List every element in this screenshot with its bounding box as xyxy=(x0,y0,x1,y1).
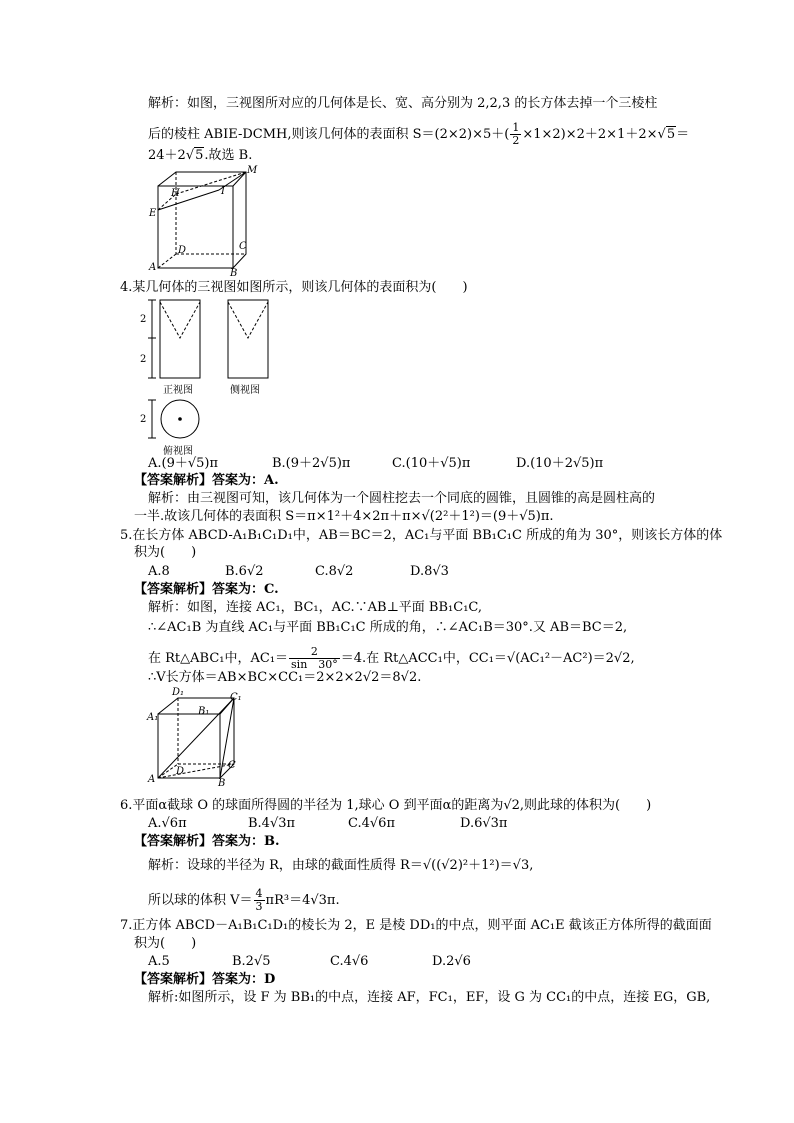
q5-fraction-num: 2 xyxy=(289,646,340,659)
q5-label-d1: D₁ xyxy=(172,687,185,698)
q3-fraction-den: 2 xyxy=(512,134,520,147)
q7-option-d: D.2√6 xyxy=(432,954,471,969)
q5-label-b: B xyxy=(218,778,226,789)
q6-stem: 6.平面α截球 O 的球面所得圆的半径为 1,球心 O 到平面α的距离为√2,则此球的体积为( ) xyxy=(120,798,652,813)
q3-line3-part-a: 24＋2 xyxy=(148,148,186,163)
q7-explanation-1: 解析:如图所示，设 F 为 BB₁的中点，连接 AF，FC₁，EF，设 G 为 CC₁的中点，连接 EG，GB, xyxy=(148,990,711,1005)
q6-exp2-part-a: 所以球的体积 V＝ xyxy=(148,893,253,908)
q4-dim-label-2: 2 xyxy=(140,354,147,365)
q7-stem-1: 7.正方体 ABCD－A₁B₁C₁D₁的棱长为 2，E 是棱 DD₁的中点，则平面 AC₁E 截该正方体所得的截面面 xyxy=(120,918,712,933)
q4-option-b: B.(9＋2√5)π xyxy=(272,456,351,471)
q7-stem-2: 积为( ) xyxy=(134,936,197,951)
q5-answer: 【答案解析】答案为：C. xyxy=(134,582,279,597)
q3-label-m: M xyxy=(247,165,258,176)
q6-answer: 【答案解析】答案为：B. xyxy=(134,834,280,849)
q3-cuboid-figure xyxy=(146,164,258,279)
q5-stem-2: 积为( ) xyxy=(134,545,197,560)
q4-top-view xyxy=(140,398,210,442)
q6-option-c: C.4√6π xyxy=(348,816,395,831)
q3-explanation-line-2: 后的棱柱 ABIE-DCMH,则该几何体的表面积 S＝(2×2)×5＋( $\frac{1}{2}$ ×1×2)×2＋2×1＋2×√5＝ xyxy=(148,121,690,147)
q5-option-c: C.8√2 xyxy=(315,564,354,579)
q5-explanation-4: ∴V长方体＝AB×BC×CC₁＝2×2×2√2＝8√2. xyxy=(148,670,422,685)
q3-line3-sqrt: 5 xyxy=(195,148,204,163)
q3-explanation-line-1: 解析：如图，三视图所对应的几何体是长、宽、高分别为 2,2,3 的长方体去掉一个三棱柱 xyxy=(148,96,658,111)
q4-top-view-caption: 俯视图 xyxy=(163,446,193,457)
q4-front-view-caption: 正视图 xyxy=(163,385,193,396)
q7-option-c: C.4√6 xyxy=(330,954,369,969)
q7-answer: 【答案解析】答案为：D xyxy=(134,972,276,987)
q3-label-e: E xyxy=(149,208,157,219)
q5-explanation-1: 解析：如图，连接 AC₁，BC₁，AC.∵AB⊥平面 BB₁C₁C, xyxy=(148,600,483,615)
q5-label-a1: A₁ xyxy=(147,712,159,723)
q3-label-h: H xyxy=(171,188,180,199)
q4-dim-label-1: 2 xyxy=(140,314,147,325)
q6-option-b: B.4√3π xyxy=(248,816,296,831)
q3-label-d: D xyxy=(178,245,187,256)
q5-label-d: D xyxy=(176,766,185,777)
q3-label-b: B xyxy=(230,268,238,279)
q3-line2-part-a: 后的棱柱 ABIE-DCMH,则该几何体的表面积 S＝(2×2)×5＋( xyxy=(148,127,510,142)
q6-option-d: D.6√3π xyxy=(460,816,508,831)
q3-line2-part-c: ＝ xyxy=(676,127,690,142)
q3-label-i: I xyxy=(221,186,225,197)
q6-exp2-part-b: πR³＝4√3π. xyxy=(265,893,340,908)
q4-dim-label-3: 2 xyxy=(140,414,147,425)
q3-line2-part-b: ×1×2)×2＋2×1＋2× xyxy=(522,127,658,142)
q4-option-d: D.(10＋2√5)π xyxy=(516,456,604,471)
q6-explanation-1: 解析：设球的半径为 R，由球的截面性质得 R＝√((√2)²＋1²)＝√3, xyxy=(148,858,534,873)
q3-fraction xyxy=(510,122,521,147)
q7-option-a: A.5 xyxy=(148,954,170,969)
q4-side-view-caption: 侧视图 xyxy=(230,385,260,396)
q4-option-a: A.(9＋√5)π xyxy=(148,456,219,471)
q4-answer: 【答案解析】答案为：A. xyxy=(134,473,279,488)
q6-fraction xyxy=(254,888,265,913)
q4-option-c: C.(10＋√5)π xyxy=(392,456,471,471)
q5-explanation-2: ∴∠AC₁B 为直线 AC₁与平面 BB₁C₁C 所成的角，∴∠AC₁B＝30°.又 AB＝BC＝2, xyxy=(148,620,628,635)
q4-three-views xyxy=(140,298,280,394)
q3-explanation-line-3: 24＋2√5.故选 B. xyxy=(148,148,253,163)
q4-explanation-1: 解析：由三视图可知，该几何体为一个圆柱挖去一个同底的圆锥，且圆锥的高是圆柱高的 xyxy=(148,491,656,506)
q5-option-b: B.6√2 xyxy=(225,564,264,579)
q5-explanation-3 xyxy=(148,646,635,671)
q5-stem-1: 5.在长方体 ABCD-A₁B₁C₁D₁中，AB＝BC＝2，AC₁与平面 BB₁C₁C 所成的角为 30°，则该长方体的体 xyxy=(120,528,723,543)
q5-exp3-part-b: ＝4.在 Rt△ACC₁中，CC₁＝√(AC₁²－AC²)＝2√2, xyxy=(340,651,635,666)
q5-fraction-den: sin 30° xyxy=(291,658,338,671)
q6-option-a: A.√6π xyxy=(148,816,187,831)
q5-label-a: A xyxy=(148,774,156,785)
q5-fraction xyxy=(289,646,340,671)
q4-stem: 4.某几何体的三视图如图所示，则该几何体的表面积为( ) xyxy=(120,280,468,295)
q5-label-c: C xyxy=(228,760,236,771)
q3-label-a: A xyxy=(149,262,157,273)
q5-label-b1: B₁ xyxy=(198,706,210,717)
q7-option-b: B.2√5 xyxy=(232,954,271,969)
q3-line3-part-b: .故选 B. xyxy=(204,148,253,163)
q5-exp3-part-a: 在 Rt△ABC₁中，AC₁＝ xyxy=(148,651,289,666)
q5-option-d: D.8√3 xyxy=(410,564,449,579)
q3-label-c: C xyxy=(239,241,247,252)
q6-fraction-num: 4 xyxy=(255,887,263,900)
q5-option-a: A.8 xyxy=(148,564,170,579)
q3-fraction-num: 1 xyxy=(512,121,520,134)
q4-explanation-2: 一半.故该几何体的表面积 S＝π×1²＋4×2π＋π×√(2²＋1²)＝(9＋√5)π. xyxy=(134,509,554,524)
q5-cuboid-figure xyxy=(146,686,246,789)
q6-fraction-den: 3 xyxy=(255,900,263,913)
q6-explanation-2 xyxy=(148,888,340,913)
q3-line2-sqrt: 5 xyxy=(666,127,676,142)
q5-label-c1: C₁ xyxy=(230,692,242,703)
